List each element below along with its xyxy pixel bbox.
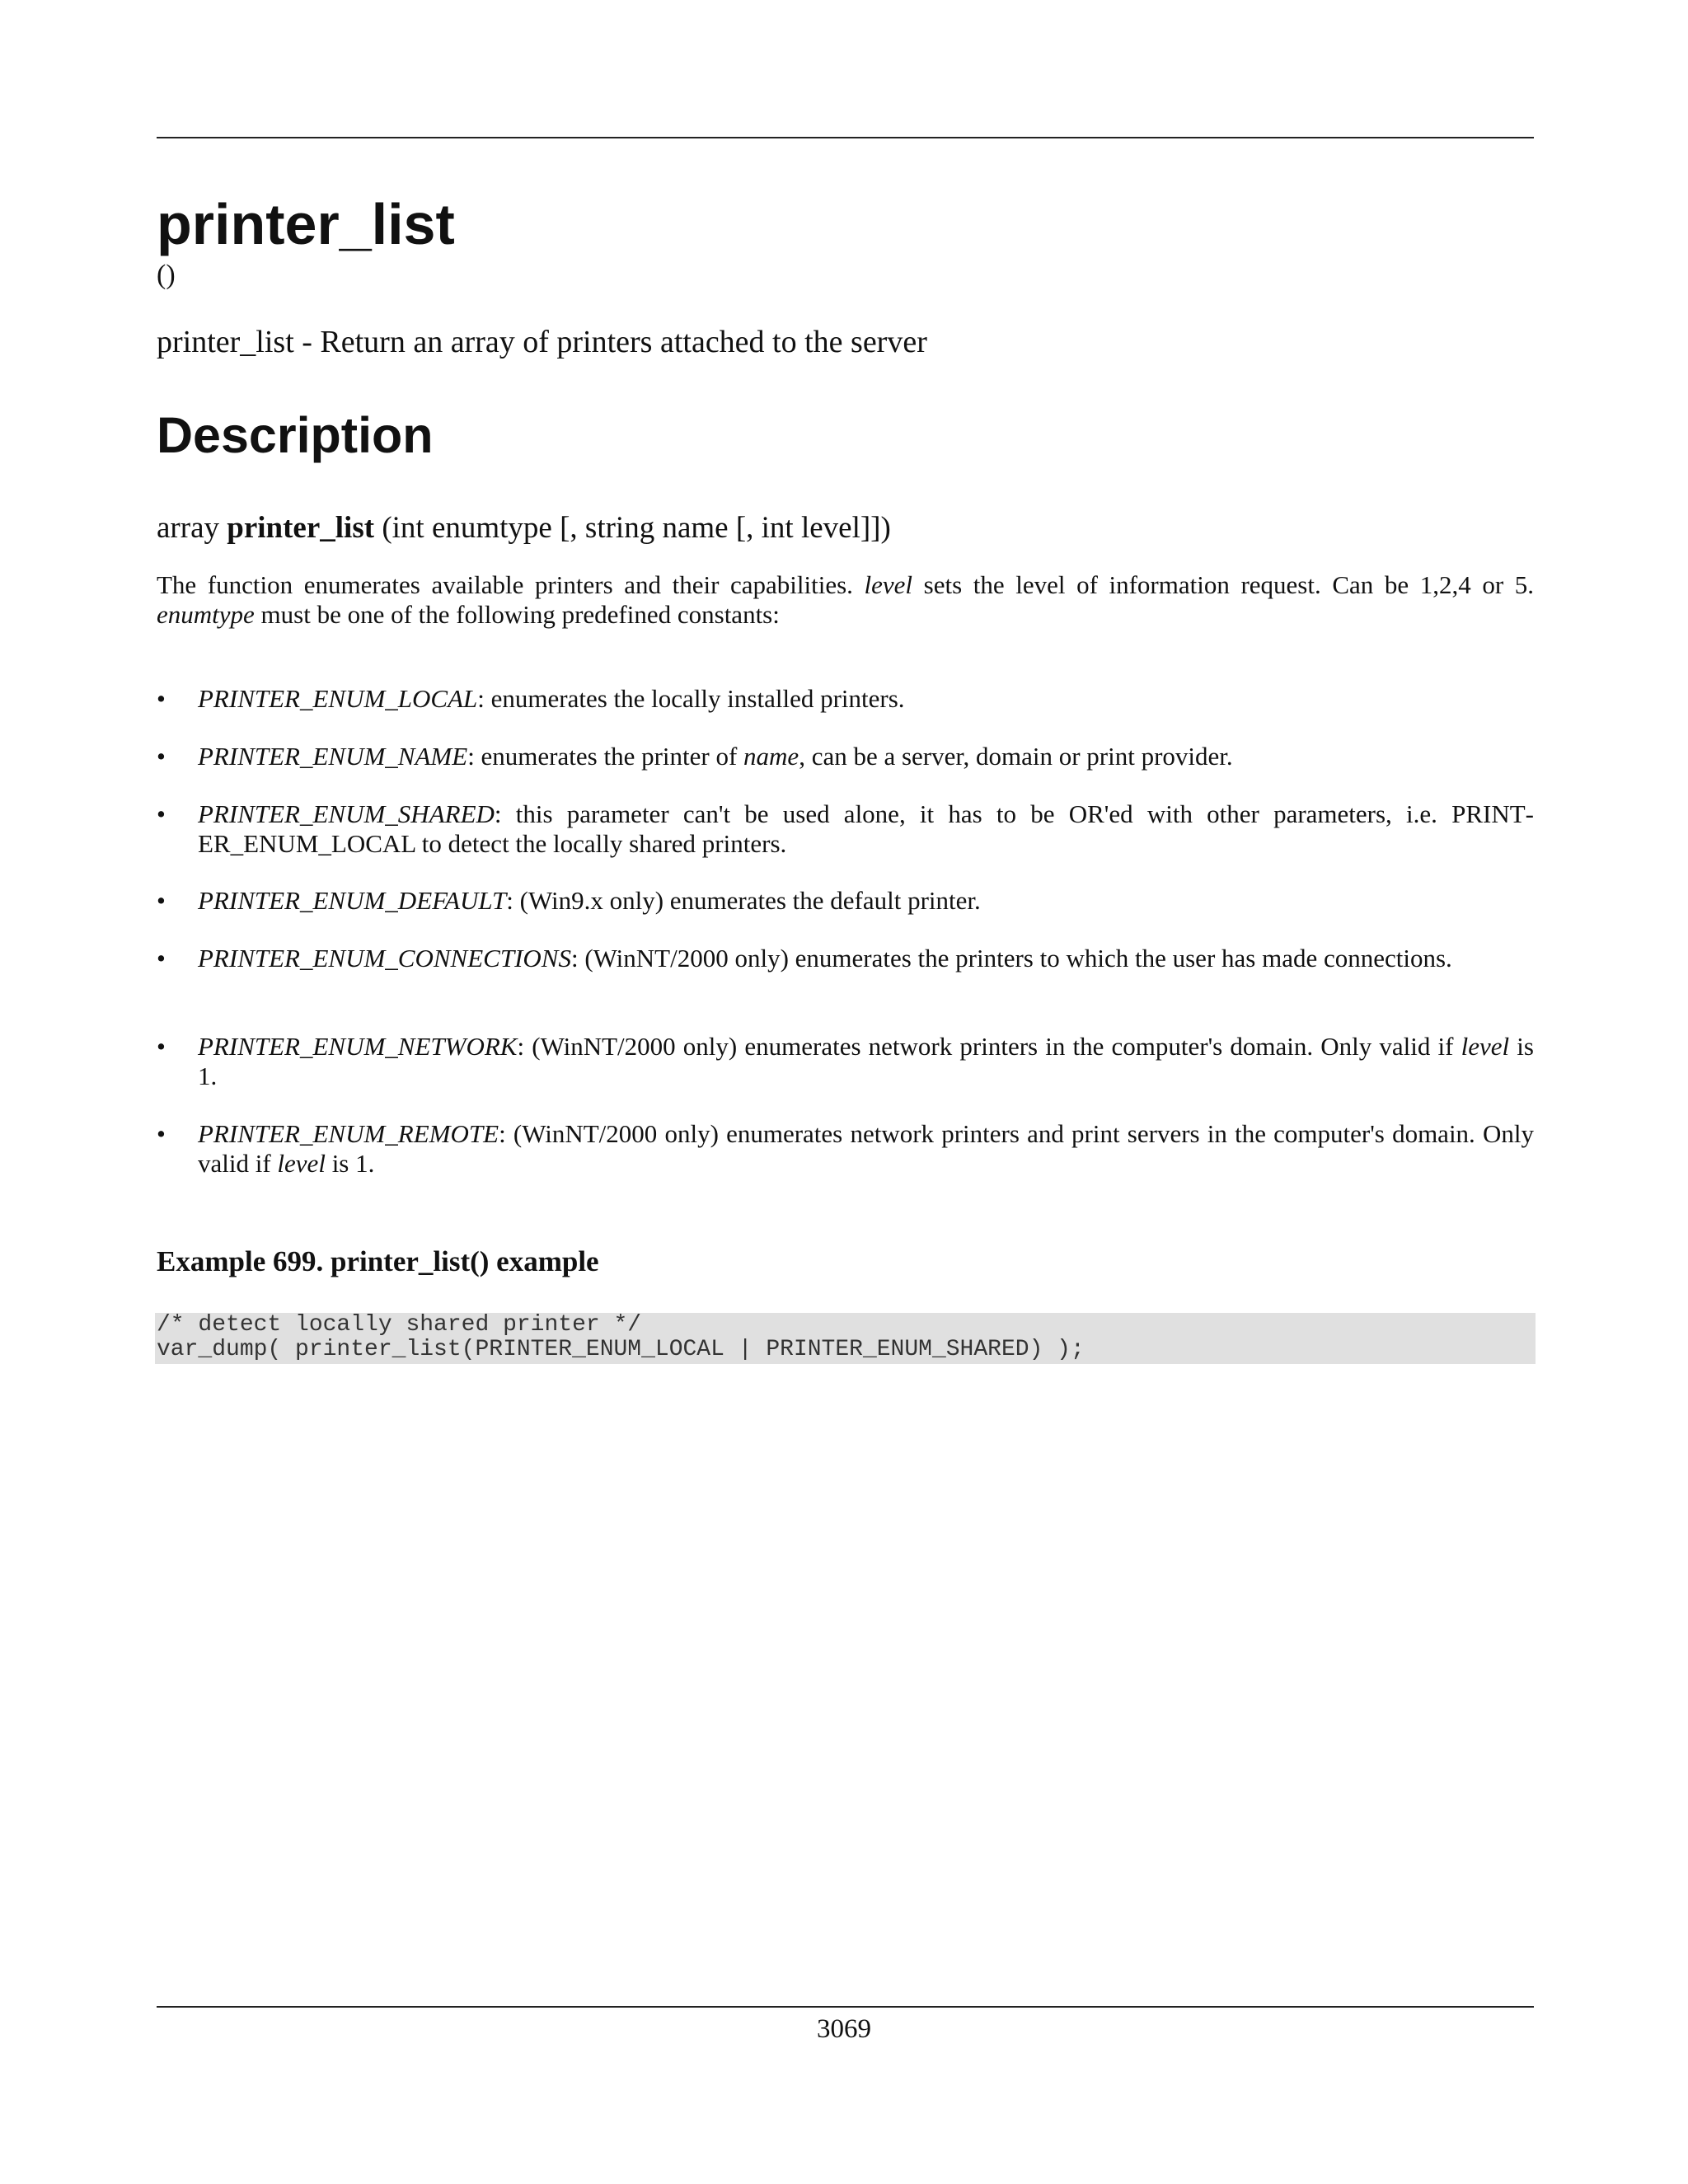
inline-term: level bbox=[277, 1149, 326, 1178]
function-params: (int enumtype [, string name [, int level]]) bbox=[382, 511, 891, 545]
bullet: • bbox=[157, 1119, 166, 1148]
constant-desc: : (Win9.x only) enumerates the default printer. bbox=[506, 886, 981, 915]
constant-name: PRINTER_ENUM_LOCAL bbox=[198, 684, 478, 713]
para-part3: must be one of the following predefined constants: bbox=[254, 600, 780, 629]
bullet: • bbox=[157, 799, 166, 828]
inline-term: name bbox=[743, 742, 799, 771]
para-enumtype-term: enumtype bbox=[157, 600, 255, 629]
bullet: • bbox=[157, 1032, 166, 1061]
constant-desc: : enumerates the locally installed printers. bbox=[477, 684, 905, 713]
constant-desc: : (WinNT/2000 only) enumerates the printers to which the user has made connections. bbox=[570, 944, 1452, 972]
list-item-text bbox=[198, 944, 1534, 973]
constant-name: PRINTER_ENUM_REMOTE bbox=[198, 1119, 499, 1148]
para-part2: sets the level of information request. Can be 1,2,4 or 5. bbox=[912, 570, 1534, 599]
title-parens: () bbox=[157, 260, 176, 290]
refpurpose: printer_list - Return an array of printers attached to the server bbox=[157, 325, 927, 359]
code-block bbox=[155, 1313, 1536, 1364]
para-part1: The function enumerates available printers and their capabilities. bbox=[157, 570, 865, 599]
para-level-term: level bbox=[864, 570, 913, 599]
bullet: • bbox=[157, 684, 166, 713]
bullet: • bbox=[157, 886, 166, 915]
example-title: Example 699. printer_list() example bbox=[157, 1245, 599, 1277]
list-item-text bbox=[198, 799, 1534, 859]
return-type: array bbox=[157, 511, 219, 545]
header-rule bbox=[157, 137, 1534, 138]
page-title: printer_list bbox=[157, 192, 455, 256]
constant-name: PRINTER_ENUM_DEFAULT bbox=[198, 886, 507, 915]
list-item-text bbox=[198, 742, 1534, 771]
function-synopsis bbox=[157, 509, 891, 547]
constant-desc: : this parameter can't be used alone, it has to be OR'ed with other parameters, i.e. PRINTER_ENUM_LOCAL to detect the locally shared printers. bbox=[198, 799, 1534, 858]
code-line: var_dump( printer_list(PRINTER_ENUM_LOCAL | PRINTER_ENUM_SHARED) ); bbox=[157, 1337, 1085, 1362]
list-item-text bbox=[198, 1032, 1534, 1091]
page-number: 3069 bbox=[817, 2014, 871, 2044]
bullet: • bbox=[157, 944, 166, 972]
constant-desc: : enumerates the printer of bbox=[467, 742, 744, 771]
list-item-text bbox=[198, 886, 1534, 916]
description-heading: Description bbox=[157, 407, 434, 463]
bullet: • bbox=[157, 742, 166, 771]
constant-name: PRINTER_ENUM_NAME bbox=[198, 742, 468, 771]
constant-name: PRINTER_ENUM_CONNECTIONS bbox=[198, 944, 571, 972]
function-name: printer_list bbox=[227, 511, 375, 545]
inline-term: level bbox=[1461, 1032, 1510, 1061]
constant-desc: : (WinNT/2000 only) enumerates network printers and print servers in the computer's domain. Only valid if bbox=[198, 1119, 1534, 1178]
constant-desc: is 1. bbox=[325, 1149, 375, 1178]
constant-desc: is 1. bbox=[198, 1032, 1534, 1090]
description-paragraph bbox=[157, 570, 1534, 630]
list-item-text bbox=[198, 684, 1534, 714]
constant-name: PRINTER_ENUM_SHARED bbox=[198, 799, 495, 828]
footer-rule bbox=[157, 2006, 1534, 2008]
constant-desc: : (WinNT/2000 only) enumerates network printers in the computer's domain. Only valid if bbox=[517, 1032, 1461, 1061]
code-line: /* detect locally shared printer */ bbox=[157, 1313, 642, 1338]
constant-desc: , can be a server, domain or print provider. bbox=[799, 742, 1233, 771]
constant-name: PRINTER_ENUM_NETWORK bbox=[198, 1032, 518, 1061]
list-item-text bbox=[198, 1119, 1534, 1179]
